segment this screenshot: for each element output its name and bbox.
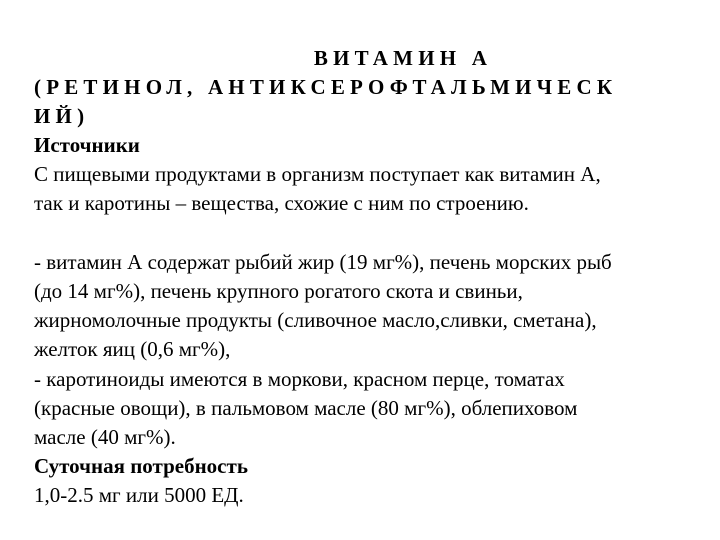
title-line-synonyms-end: ИЙ) (34, 104, 90, 128)
vitamin-a-sources-line: желток яиц (0,6 мг%), (34, 337, 231, 362)
carotenoid-sources-line: (красные овощи), в пальмовом масле (80 мг%), облепиховом (34, 395, 578, 420)
vitamin-a-sources-line: жирномолочные продукты (сливочное масло,сливки, сметана), (34, 308, 597, 333)
slide-title (34, 44, 694, 131)
carotenoid-sources-line: масле (40 мг%). (34, 425, 176, 450)
sources-intro (34, 160, 706, 218)
title-line-synonyms: (РЕТИНОЛ, АНТИКСЕРОФТАЛЬМИЧЕСК (34, 75, 618, 99)
carotenoid-sources-line: - каротиноиды имеются в моркови, красном перце, томатах (34, 366, 565, 391)
title-line-vitamin-a: ВИТАМИН А (313, 46, 493, 70)
sources-heading: Источники (34, 133, 140, 157)
daily-need-value: 1,0-2.5 мг или 5000 ЕД. (34, 483, 244, 508)
sources-intro-line: С пищевыми продуктами в организм поступает как витамин А, (34, 162, 601, 187)
carotenoid-sources-list-item (34, 365, 706, 453)
vitamin-a-sources-line: (до 14 мг%), печень крупного рогатого скота и свиньи, (34, 279, 523, 303)
sources-intro-line: так и каротины – вещества, схожие с ним по строению. (34, 191, 529, 216)
daily-need-heading: Суточная потребность (34, 454, 248, 479)
paragraph-spacer (34, 219, 706, 248)
vitamin-a-sources-line: - витамин А содержат рыбий жир (19 мг%), печень морских рыб (34, 249, 612, 274)
vitamin-a-sources-list-item (34, 248, 706, 365)
slide-body (34, 131, 706, 511)
